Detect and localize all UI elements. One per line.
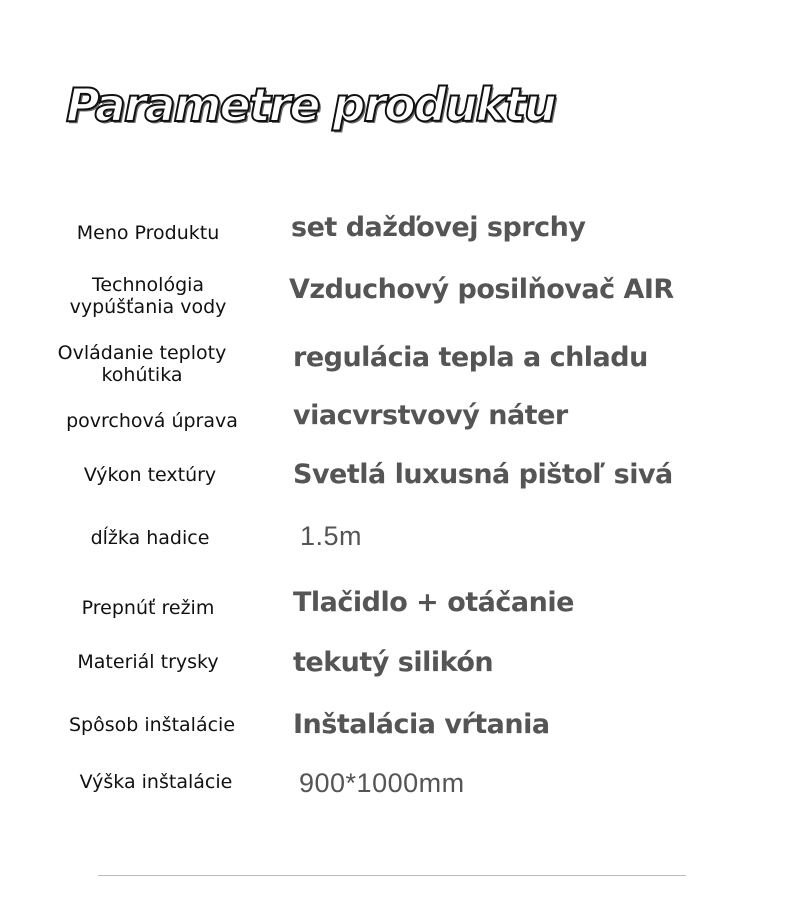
param-value: 900*1000mm <box>299 768 465 798</box>
param-label: Meno Produktu <box>76 222 220 244</box>
param-label: Výška inštalácie <box>79 771 233 793</box>
bottom-divider <box>98 875 686 876</box>
param-label: Technológia vypúšťania vody <box>69 274 227 318</box>
param-label: Prepnúť režim <box>81 597 215 619</box>
param-label: dĺžka hadice <box>90 527 210 549</box>
param-value: 1.5m <box>300 521 363 551</box>
param-value: set dažďovej sprchy <box>291 212 586 243</box>
param-value: regulácia tepla a chladu <box>293 342 648 373</box>
param-label: Ovládanie teploty kohútika <box>57 342 227 386</box>
param-value: Tlačidlo + otáčanie <box>293 587 574 618</box>
param-label: Materiál trysky <box>77 651 219 673</box>
page-title: Parametre produktu <box>66 78 555 132</box>
param-value: viacvrstvový náter <box>293 400 568 431</box>
param-value: tekutý silikón <box>293 647 494 678</box>
param-label: povrchová úprava <box>66 410 238 432</box>
param-label: Spôsob inštalácie <box>68 714 236 736</box>
param-value: Inštalácia vŕtania <box>293 709 550 740</box>
param-label: Výkon textúry <box>83 464 217 486</box>
param-value: Svetlá luxusná pištoľ sivá <box>293 459 673 490</box>
param-value: Vzduchový posilňovač AIR <box>289 274 674 305</box>
